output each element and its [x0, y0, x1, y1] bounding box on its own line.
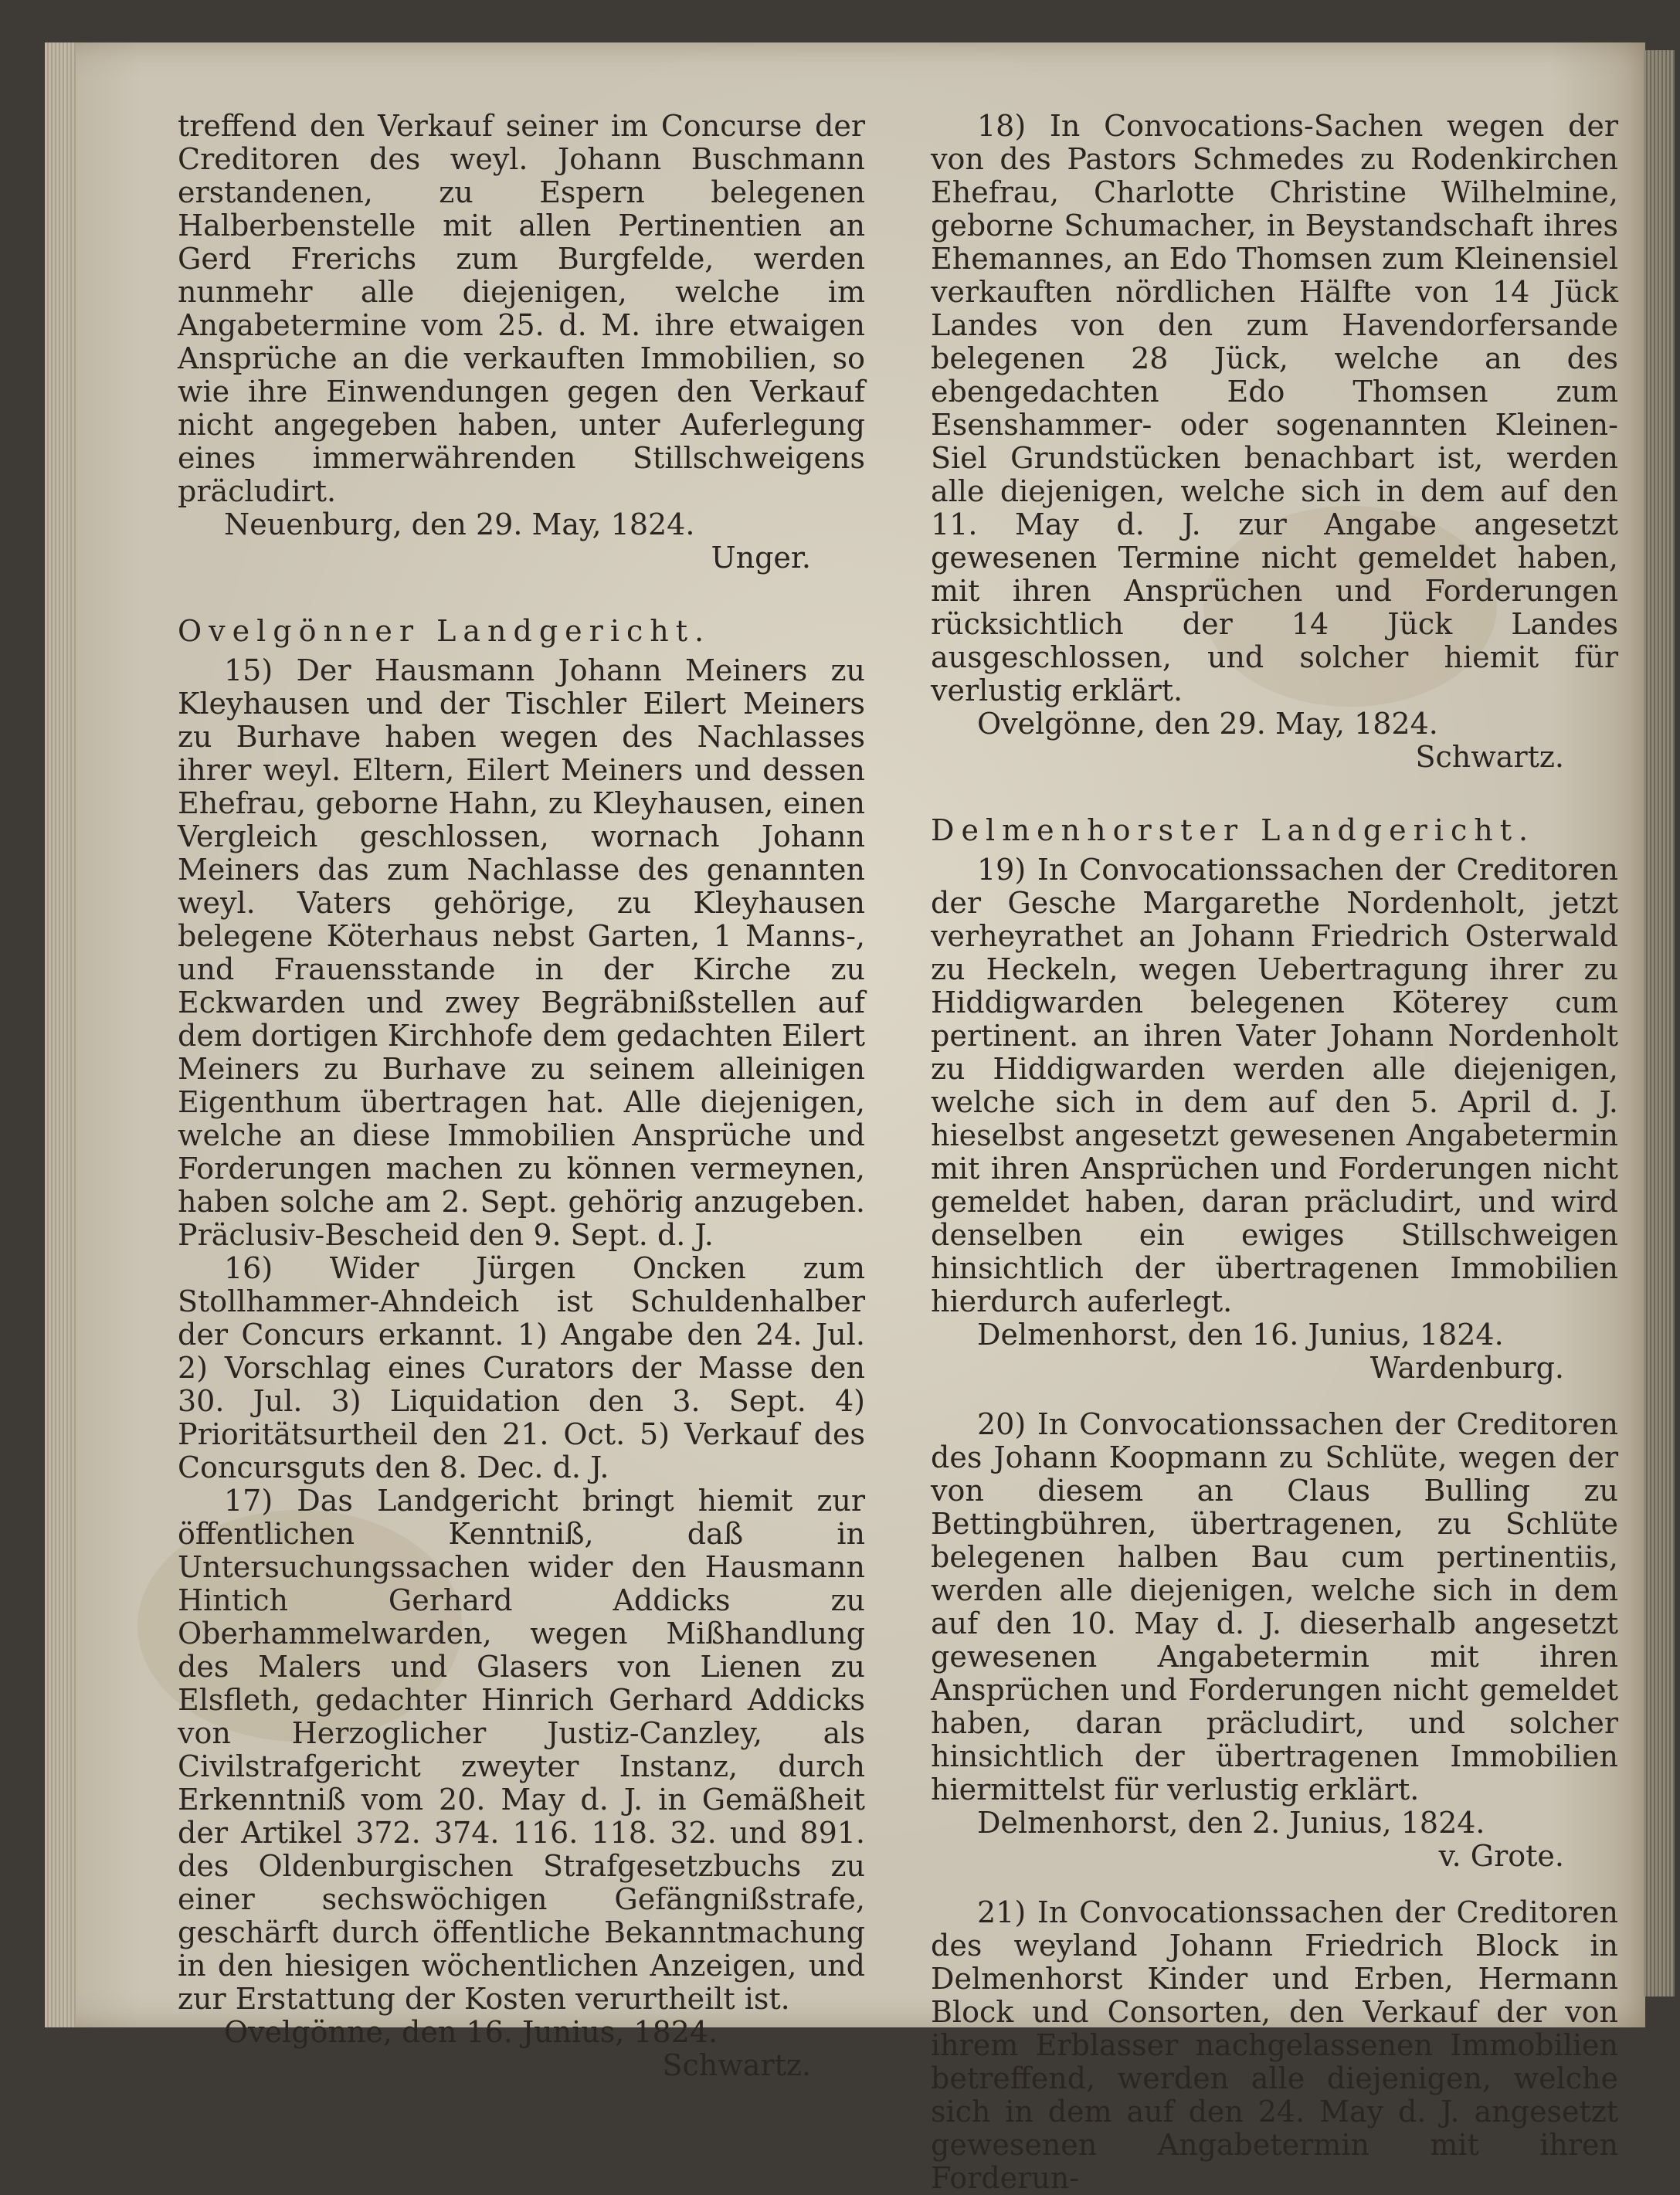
notice-19: 19) In Convocationssachen der Creditoren der Gesche Margarethe Nordenholt, jetzt verheyrathet an Johann Friedrich Osterwald zu Heckeln, wegen Uebertragung ihrer zu Hiddigwarden belegenen Köterey cum pertinent. an ihren Vater Johann Nordenholt zu Hiddigwarden werden alle diejenigen, welche sich in dem auf den 5. April d. J. hieselbst angesetzt gewesenen Angabetermin mit ihren Ansprüchen und Forderungen nicht gemeldet haben, daran präcludirt, und wird denselben ein ewiges Stillschweigen hinsichtlich der übertragenen Immobilien hierdurch auferlegt.	[931, 853, 1618, 1318]
dateline: Neuenburg, den 29. May, 1824.	[224, 507, 695, 541]
notice-15: 15) Der Hausmann Johann Meiners zu Kleyhausen und der Tischler Eilert Meiners zu Burhave haben wegen des Nachlasses ihrer weyl. Eltern, Eilert Meiners und dessen Ehefrau, geborne Hahn, zu Kleyhausen, einen Vergleich geschlossen, wornach Johann Meiners das zum Nachlasse des genannten weyl. Vaters gehörige, zu Kleyhausen belegene Köterhaus nebst Garten, 1 Manns-, und Frauensstande in der Kirche zu Eckwarden und zwey Begräbnißstellen auf dem dortigen Kirchhofe dem gedachten Eilert Meiners zu Burhave zu seinem alleinigen Eigenthum übertragen hat. Alle diejenigen, welche an diese Immobilien Ansprüche und Forderungen machen zu können vermeynen, haben solche am 2. Sept. gehörig anzugeben. Präclusiv-Bescheid den 9. Sept. d. J.	[178, 653, 865, 1252]
signature: Schwartz.	[1415, 740, 1564, 774]
signature: v. Grote.	[1438, 1839, 1564, 1873]
right-column	[931, 110, 1618, 2195]
signature: Wardenburg.	[1369, 1351, 1564, 1385]
dateline: Delmenhorst, den 2. Junius, 1824.	[977, 1806, 1485, 1840]
notice-16: 16) Wider Jürgen Oncken zum Stollhammer-Ahndeich ist Schuldenhalber der Concurs erkannt. 1) Angabe den 24. Jul. 2) Vorschlag eines Curators der Masse den 30. Jul. 3) Liquidation den 3. Sept. 4) Prioritätsurtheil den 21. Oct. 5) Verkauf des Concursguts den 8. Dec. d. J.	[178, 1251, 865, 1484]
notice-21: 21) In Convocationssachen der Creditoren des weyland Johann Friedrich Block in Delmenhorst Kinder und Erben, Hermann Block und Consorten, den Verkauf der von ihrem Erblasser nachgelassenen Immobilien betreffend, werden alle diejenigen, welche sich in dem auf den 24. May d. J. angesetzt gewesenen Angabetermin mit ihren Forderun-	[931, 1895, 1618, 2195]
signature: Unger.	[711, 541, 811, 575]
spacer	[931, 1385, 1618, 1408]
section-heading: Ovelgönner Landgericht.	[178, 614, 711, 648]
page-edge-left	[45, 42, 76, 2027]
section-heading: Delmenhorster Landgericht.	[931, 813, 1536, 847]
notice-18: 18) In Convocations-Sachen wegen der von des Pastors Schmedes zu Rodenkirchen Ehefrau, Charlotte Christine Wilhelmine, geborne Schumacher, in Beystandschaft ihres Ehemannes, an Edo Thomsen zum Kleinensiel verkauften nördlichen Hälfte von 14 Jück Landes von den zum Havendorfersande belegenen 28 Jück, welche an des ebengedachten Edo Thomsen zum Esenshammer- oder sogenannten Kleinen-Siel Grundstücken benachbart ist, werden alle diejenigen, welche sich in dem auf den 11. May d. J. zur Angabe angesetzt gewesenen Termine nicht gemeldet haben, mit ihren Ansprüchen und Forderungen rücksichtlich der 14 Jück Landes ausgeschlossen, und solcher hiemit für verlustig erklärt.	[931, 109, 1618, 707]
dateline: Ovelgönne, den 16. Junius, 1824.	[224, 2015, 718, 2049]
dateline: Delmenhorst, den 16. Junius, 1824.	[977, 1318, 1504, 1352]
left-column	[178, 110, 865, 2082]
notice-17: 17) Das Landgericht bringt hiemit zur öffentlichen Kenntniß, daß in Untersuchungssachen wider den Hausmann Hintich Gerhard Addicks zu Oberhammelwarden, wegen Mißhandlung des Malers und Glasers von Lienen zu Elsfleth, gedachter Hinrich Gerhard Addicks von Herzoglicher Justiz-Canzley, als Civilstrafgericht zweyter Instanz, durch Erkenntniß vom 20. May d. J. in Gemäßheit der Artikel 372. 374. 116. 118. 32. und 891. des Oldenburgischen Strafgesetzbuchs zu einer sechswöchigen Gefängnißstrafe, geschärft durch öffentliche Bekanntmachung in den hiesigen wöchentlichen Anzeigen, und zur Erstattung der Kosten verurtheilt ist.	[178, 1484, 865, 2016]
page-edge-right	[1644, 50, 1675, 1997]
dateline: Ovelgönne, den 29. May, 1824.	[977, 707, 1438, 741]
notice-20: 20) In Convocationssachen der Creditoren des Johann Koopmann zu Schlüte, wegen der von diesem an Claus Bulling zu Bettingbühren, übertragenen, zu Schlüte belegenen halben Bau cum pertinentiis, werden alle diejenigen, welche sich in dem auf den 10. May d. J. dieserhalb angesetzt gewesenen Angabetermin mit ihren Ansprüchen und Forderungen nicht gemeldet haben, daran präcludirt, und solcher hinsichtlich der übertragenen Immobilien hiermittelst für verlustig erklärt.	[931, 1407, 1618, 1807]
signature: Schwartz.	[662, 2048, 811, 2082]
spacer	[931, 1873, 1618, 1896]
notice-text: treffend den Verkauf seiner im Concurse der Creditoren des weyl. Johann Buschmann erstandenen, zu Espern belegenen Halberbenstelle mit allen Pertinentien an Gerd Frerichs zum Burgfelde, werden nunmehr alle diejenigen, welche im Angabetermine vom 25. d. M. ihre etwaigen Ansprüche an die verkauften Immobilien, so wie ihre Einwendungen gegen den Verkauf nicht angegeben haben, unter Auferlegung eines immerwährenden Stillschweigens präcludirt.	[178, 109, 865, 508]
